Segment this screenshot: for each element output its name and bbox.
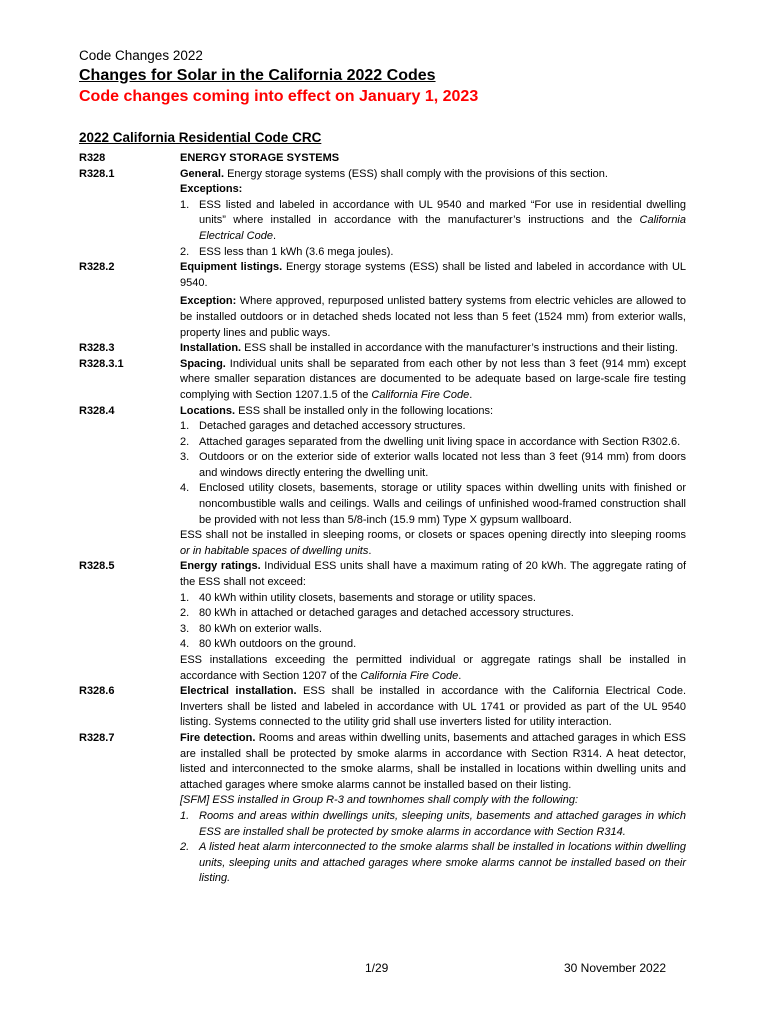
- list-item-number: 3.: [180, 622, 190, 635]
- text-run: ESS shall not be installed in sleeping rooms, or closets or spaces opening directly into sleeping rooms: [180, 529, 686, 542]
- list-item-text: [199, 481, 686, 528]
- list-item-text: [199, 450, 686, 481]
- code-section: [79, 341, 686, 357]
- text-run: ESS shall be installed in accordance with the manufacturer’s instructions and their listing.: [241, 342, 678, 355]
- list-item: [180, 591, 686, 607]
- list-item-text: [199, 809, 686, 840]
- text-run: ESS shall be installed in accordance with the California Electrical Code. Inverters shall be listed and labeled in accordance with UL 1741 or provided as part of the UL 9540 listing. Systems connected to the utility grid shall use inverters listed for utility interaction.: [180, 685, 687, 729]
- paragraph: [180, 731, 686, 793]
- code-section: [79, 260, 686, 341]
- text-run: 80 kWh outdoors on the ground.: [199, 638, 357, 651]
- text-run: Enclosed utility closets, basements, storage or utility spaces within dwelling units with finished or noncombustible walls and ceilings. Walls and ceilings of unfinished wood-framed construction shall be provided with not less than 5/8-inch (15.9 mm) Type X gypsum wallboard.: [199, 482, 686, 526]
- code-section: [79, 684, 686, 731]
- section-body: [180, 167, 686, 261]
- text-run: Exceptions:: [180, 183, 243, 196]
- paragraph: [180, 528, 686, 559]
- paragraph: [180, 653, 686, 684]
- list-item: [180, 245, 686, 261]
- text-run: Detached garages and detached accessory structures.: [199, 420, 466, 433]
- list-item: [180, 198, 686, 245]
- text-run: ENERGY STORAGE SYSTEMS: [180, 152, 340, 164]
- text-run: 40 kWh within utility closets, basements and storage or utility spaces.: [199, 591, 536, 604]
- text-run: Rooms and areas within dwelling units, basements and attached garages in which ESS are installed shall be protected by smoke alarms in accordance with Section R314. A heat detector, listed and interconnected to the smoke alarms, shall be installed in locations within dwelling units and attached garages where smoke alarms cannot be installed based on their listing.: [180, 731, 686, 791]
- text-run: California Fire Code: [371, 388, 470, 401]
- section-number: R328.3: [79, 342, 115, 355]
- code-section: [79, 151, 686, 167]
- text-run: Outdoors or on the exterior side of exterior walls located not less than 3 feet (914 mm) from doors and windows directly entering the dwelling unit.: [199, 451, 686, 479]
- footer-date: 30 November 2022: [564, 961, 667, 975]
- list-item-number: 1.: [180, 420, 190, 433]
- text-run: 80 kWh on exterior walls.: [199, 622, 322, 635]
- list-item-number: 4.: [180, 482, 190, 495]
- section-number: R328: [79, 152, 106, 164]
- code-section: [79, 167, 686, 261]
- list-item-text: [199, 840, 686, 887]
- paragraph: [180, 294, 686, 341]
- list-item-number: 1.: [180, 198, 190, 211]
- section-body: [180, 357, 686, 404]
- section-number: R328.6: [79, 685, 115, 698]
- text-run: .: [469, 388, 473, 401]
- list-item: [180, 481, 686, 528]
- list-item: [180, 450, 686, 481]
- section-body: [180, 684, 686, 731]
- paragraph: [180, 151, 686, 167]
- section-number: R328.4: [79, 404, 115, 417]
- list-item-text: [199, 637, 686, 653]
- section-number: R328.2: [79, 261, 115, 274]
- text-run: 80 kWh in attached or detached garages and detached accessory structures.: [199, 607, 574, 620]
- list-item-number: 1.: [180, 809, 190, 822]
- text-run: Individual units shall be separated from each other by not less than 3 feet (914 mm) except where smaller separation distances are documented to be adequate based on large-scale fire testing complying with Section 1207.1.5 of the: [180, 357, 686, 401]
- text-run: Installation.: [180, 342, 242, 355]
- list-item-number: 1.: [180, 591, 190, 604]
- list-item-number: 3.: [180, 451, 190, 464]
- list-item: [180, 809, 686, 840]
- section-number: R328.5: [79, 560, 115, 573]
- list-item-number: 2.: [180, 841, 190, 854]
- text-run: Energy ratings.: [180, 560, 261, 573]
- list-item-text: [199, 622, 686, 638]
- list-item-text: [199, 419, 686, 435]
- list-item-number: 4.: [180, 638, 190, 651]
- text-run: .: [272, 229, 277, 242]
- list-item: [180, 840, 686, 887]
- section-number: R328.3.1: [79, 357, 124, 370]
- list-item-text: [199, 591, 686, 607]
- paragraph: [180, 182, 686, 198]
- text-run: Attached garages separated from the dwelling unit living space in accordance with Section R302.6.: [199, 435, 681, 448]
- text-run: Individual ESS units shall have a maximum rating of 20 kWh. The aggregate rating of the ESS shall not exceed:: [180, 560, 687, 589]
- text-run: Energy storage systems (ESS) shall comply with the provisions of this section.: [224, 167, 608, 180]
- text-run: Rooms and areas within dwellings units, sleeping units, basements and attached garages in which ESS are installed shall be protected by smoke alarms in accordance with Section R314.: [199, 809, 686, 838]
- text-run: ESS listed and labeled in accordance with UL 9540 and marked “For use in residential dwelling units” where installed in accordance with the manufacturer’s instructions and the: [199, 198, 686, 227]
- text-run: Locations.: [180, 404, 236, 417]
- section-number: R328.7: [79, 731, 115, 744]
- text-run: Energy storage systems (ESS) shall be listed and labeled in accordance with UL 9540.: [180, 261, 686, 289]
- list-item: [180, 435, 686, 451]
- text-run: ESS installations exceeding the permitted individual or aggregate ratings shall be installed in accordance with Section 1207 of the: [180, 654, 686, 682]
- list-item-number: 2.: [180, 607, 190, 620]
- section-body: [180, 731, 686, 887]
- text-run: .: [458, 669, 462, 682]
- text-run: or in habitable spaces of dwelling units: [180, 544, 369, 557]
- section-body: [180, 341, 686, 357]
- text-run: California Fire Code: [360, 669, 459, 682]
- list-item-number: 2.: [180, 435, 190, 448]
- section-body: [180, 404, 686, 560]
- text-run: [SFM] ESS installed in Group R-3 and townhomes shall comply with the following:: [180, 794, 579, 807]
- document-title: Changes for Solar in the California 2022 Codes: [79, 67, 436, 84]
- document-header-label: Code Changes 2022: [79, 48, 203, 63]
- paragraph: [180, 357, 686, 404]
- text-run: ESS less than 1 kWh (3.6 mega joules).: [199, 245, 394, 258]
- text-run: Equipment listings.: [180, 261, 283, 274]
- list-item: [180, 637, 686, 653]
- text-run: General.: [180, 167, 225, 180]
- text-run: Fire detection.: [180, 731, 256, 744]
- list-item-text: [199, 606, 686, 622]
- list-item: [180, 606, 686, 622]
- list-item: [180, 622, 686, 638]
- code-section: [79, 404, 686, 560]
- text-run: ESS shall be installed only in the following locations:: [235, 404, 494, 417]
- text-run: .: [368, 544, 372, 557]
- section-body: [180, 151, 686, 167]
- list-item-text: [199, 245, 686, 261]
- section-body: [180, 260, 686, 341]
- document-subtitle: Code changes coming into effect on January 1, 2023: [79, 88, 479, 105]
- text-run: Exception:: [180, 295, 237, 308]
- text-run: Electrical installation.: [180, 685, 297, 698]
- section-heading: 2022 California Residential Code CRC: [79, 130, 322, 145]
- section-number: R328.1: [79, 167, 115, 180]
- code-sections: [79, 151, 686, 887]
- paragraph: [180, 404, 686, 420]
- list-item-number: 2.: [180, 245, 190, 258]
- code-section: [79, 559, 686, 684]
- paragraph: [180, 684, 686, 731]
- text-run: Where approved, repurposed unlisted battery systems from electric vehicles are allowed to be installed outdoors or in detached sheds located not less than 5 feet (1524 mm) from exterior walls, property lines and public ways.: [180, 295, 686, 339]
- paragraph: [180, 260, 686, 291]
- text-run: California Electrical Code: [199, 214, 686, 242]
- list-item-text: [199, 198, 686, 245]
- paragraph: [180, 341, 686, 357]
- code-section: [79, 731, 686, 887]
- list-item: [180, 419, 686, 435]
- list-item-text: [199, 435, 686, 451]
- paragraph: [180, 793, 686, 809]
- paragraph: [180, 559, 686, 590]
- paragraph: [180, 167, 686, 183]
- section-body: [180, 559, 686, 684]
- code-section: [79, 357, 686, 404]
- text-run: Spacing.: [180, 357, 226, 370]
- page-number: 1/29: [365, 961, 389, 975]
- text-run: A listed heat alarm interconnected to the smoke alarms shall be installed in locations within dwelling units, sleeping units and attached garages where smoke alarms cannot be installed based on their listing.: [199, 841, 686, 885]
